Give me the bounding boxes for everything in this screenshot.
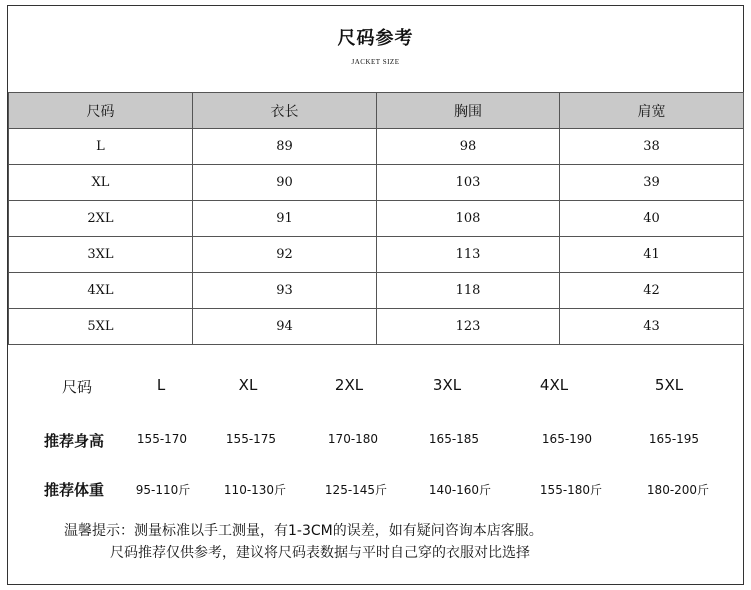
table-row <box>9 129 744 165</box>
tip-note-line-2: 尺码推荐仅供参考，建议将尺码表数据与平时自己穿的衣服对比选择 <box>110 545 530 561</box>
table-cell: 103 <box>377 165 560 201</box>
table-cell: 113 <box>377 237 560 273</box>
height-row-label: 推荐身高 <box>44 432 105 450</box>
table-cell: L <box>9 129 193 165</box>
size-row-label: 尺码 <box>62 378 93 396</box>
table-header-row <box>9 93 744 129</box>
rec-weight-xl: 110-130斤 <box>223 483 287 497</box>
table-cell: 108 <box>377 201 560 237</box>
rec-size-xl: XL <box>238 376 258 394</box>
rec-height-5xl: 165-195 <box>648 432 700 446</box>
table-cell: 2XL <box>9 201 193 237</box>
rec-size-4xl: 4XL <box>539 376 569 394</box>
rec-size-l: L <box>156 376 166 394</box>
rec-weight-l: 95-110斤 <box>135 483 191 497</box>
tip-note-line-1: 温馨提示：测量标准以手工测量，有1-3CM的误差，如有疑问咨询本店客服。 <box>64 523 543 539</box>
rec-size-5xl: 5XL <box>654 376 684 394</box>
table-cell: 93 <box>193 273 377 309</box>
size-table <box>8 92 744 345</box>
rec-weight-4xl: 155-180斤 <box>539 483 603 497</box>
table-cell: XL <box>9 165 193 201</box>
table-row <box>9 201 744 237</box>
table-cell: 39 <box>560 165 744 201</box>
table-cell: 118 <box>377 273 560 309</box>
rec-height-2xl: 170-180 <box>327 432 379 446</box>
size-chart-frame <box>7 5 744 585</box>
column-header: 尺码 <box>9 93 193 129</box>
rec-height-4xl: 165-190 <box>541 432 593 446</box>
table-cell: 42 <box>560 273 744 309</box>
table-cell: 5XL <box>9 309 193 345</box>
table-cell: 40 <box>560 201 744 237</box>
column-header: 肩宽 <box>560 93 744 129</box>
table-cell: 4XL <box>9 273 193 309</box>
rec-weight-5xl: 180-200斤 <box>646 483 710 497</box>
column-header: 衣长 <box>193 93 377 129</box>
column-header: 胸围 <box>377 93 560 129</box>
table-cell: 38 <box>560 129 744 165</box>
table-cell: 94 <box>193 309 377 345</box>
table-row <box>9 165 744 201</box>
rec-size-2xl: 2XL <box>334 376 364 394</box>
table-row <box>9 309 744 345</box>
table-cell: 41 <box>560 237 744 273</box>
table-cell: 92 <box>193 237 377 273</box>
page-subtitle: JACKET SIZE <box>351 58 400 66</box>
rec-height-3xl: 165-185 <box>428 432 480 446</box>
rec-weight-3xl: 140-160斤 <box>428 483 492 497</box>
table-cell: 43 <box>560 309 744 345</box>
table-row <box>9 273 744 309</box>
chart-header <box>8 6 743 92</box>
table-cell: 98 <box>377 129 560 165</box>
table-row <box>9 237 744 273</box>
weight-row-label: 推荐体重 <box>44 481 105 499</box>
rec-size-3xl: 3XL <box>432 376 462 394</box>
rec-weight-2xl: 125-145斤 <box>324 483 388 497</box>
table-cell: 90 <box>193 165 377 201</box>
rec-height-xl: 155-175 <box>225 432 277 446</box>
table-cell: 89 <box>193 129 377 165</box>
table-cell: 3XL <box>9 237 193 273</box>
page-title: 尺码参考 <box>337 28 414 49</box>
table-cell: 91 <box>193 201 377 237</box>
rec-height-l: 155-170 <box>136 432 188 446</box>
table-cell: 123 <box>377 309 560 345</box>
